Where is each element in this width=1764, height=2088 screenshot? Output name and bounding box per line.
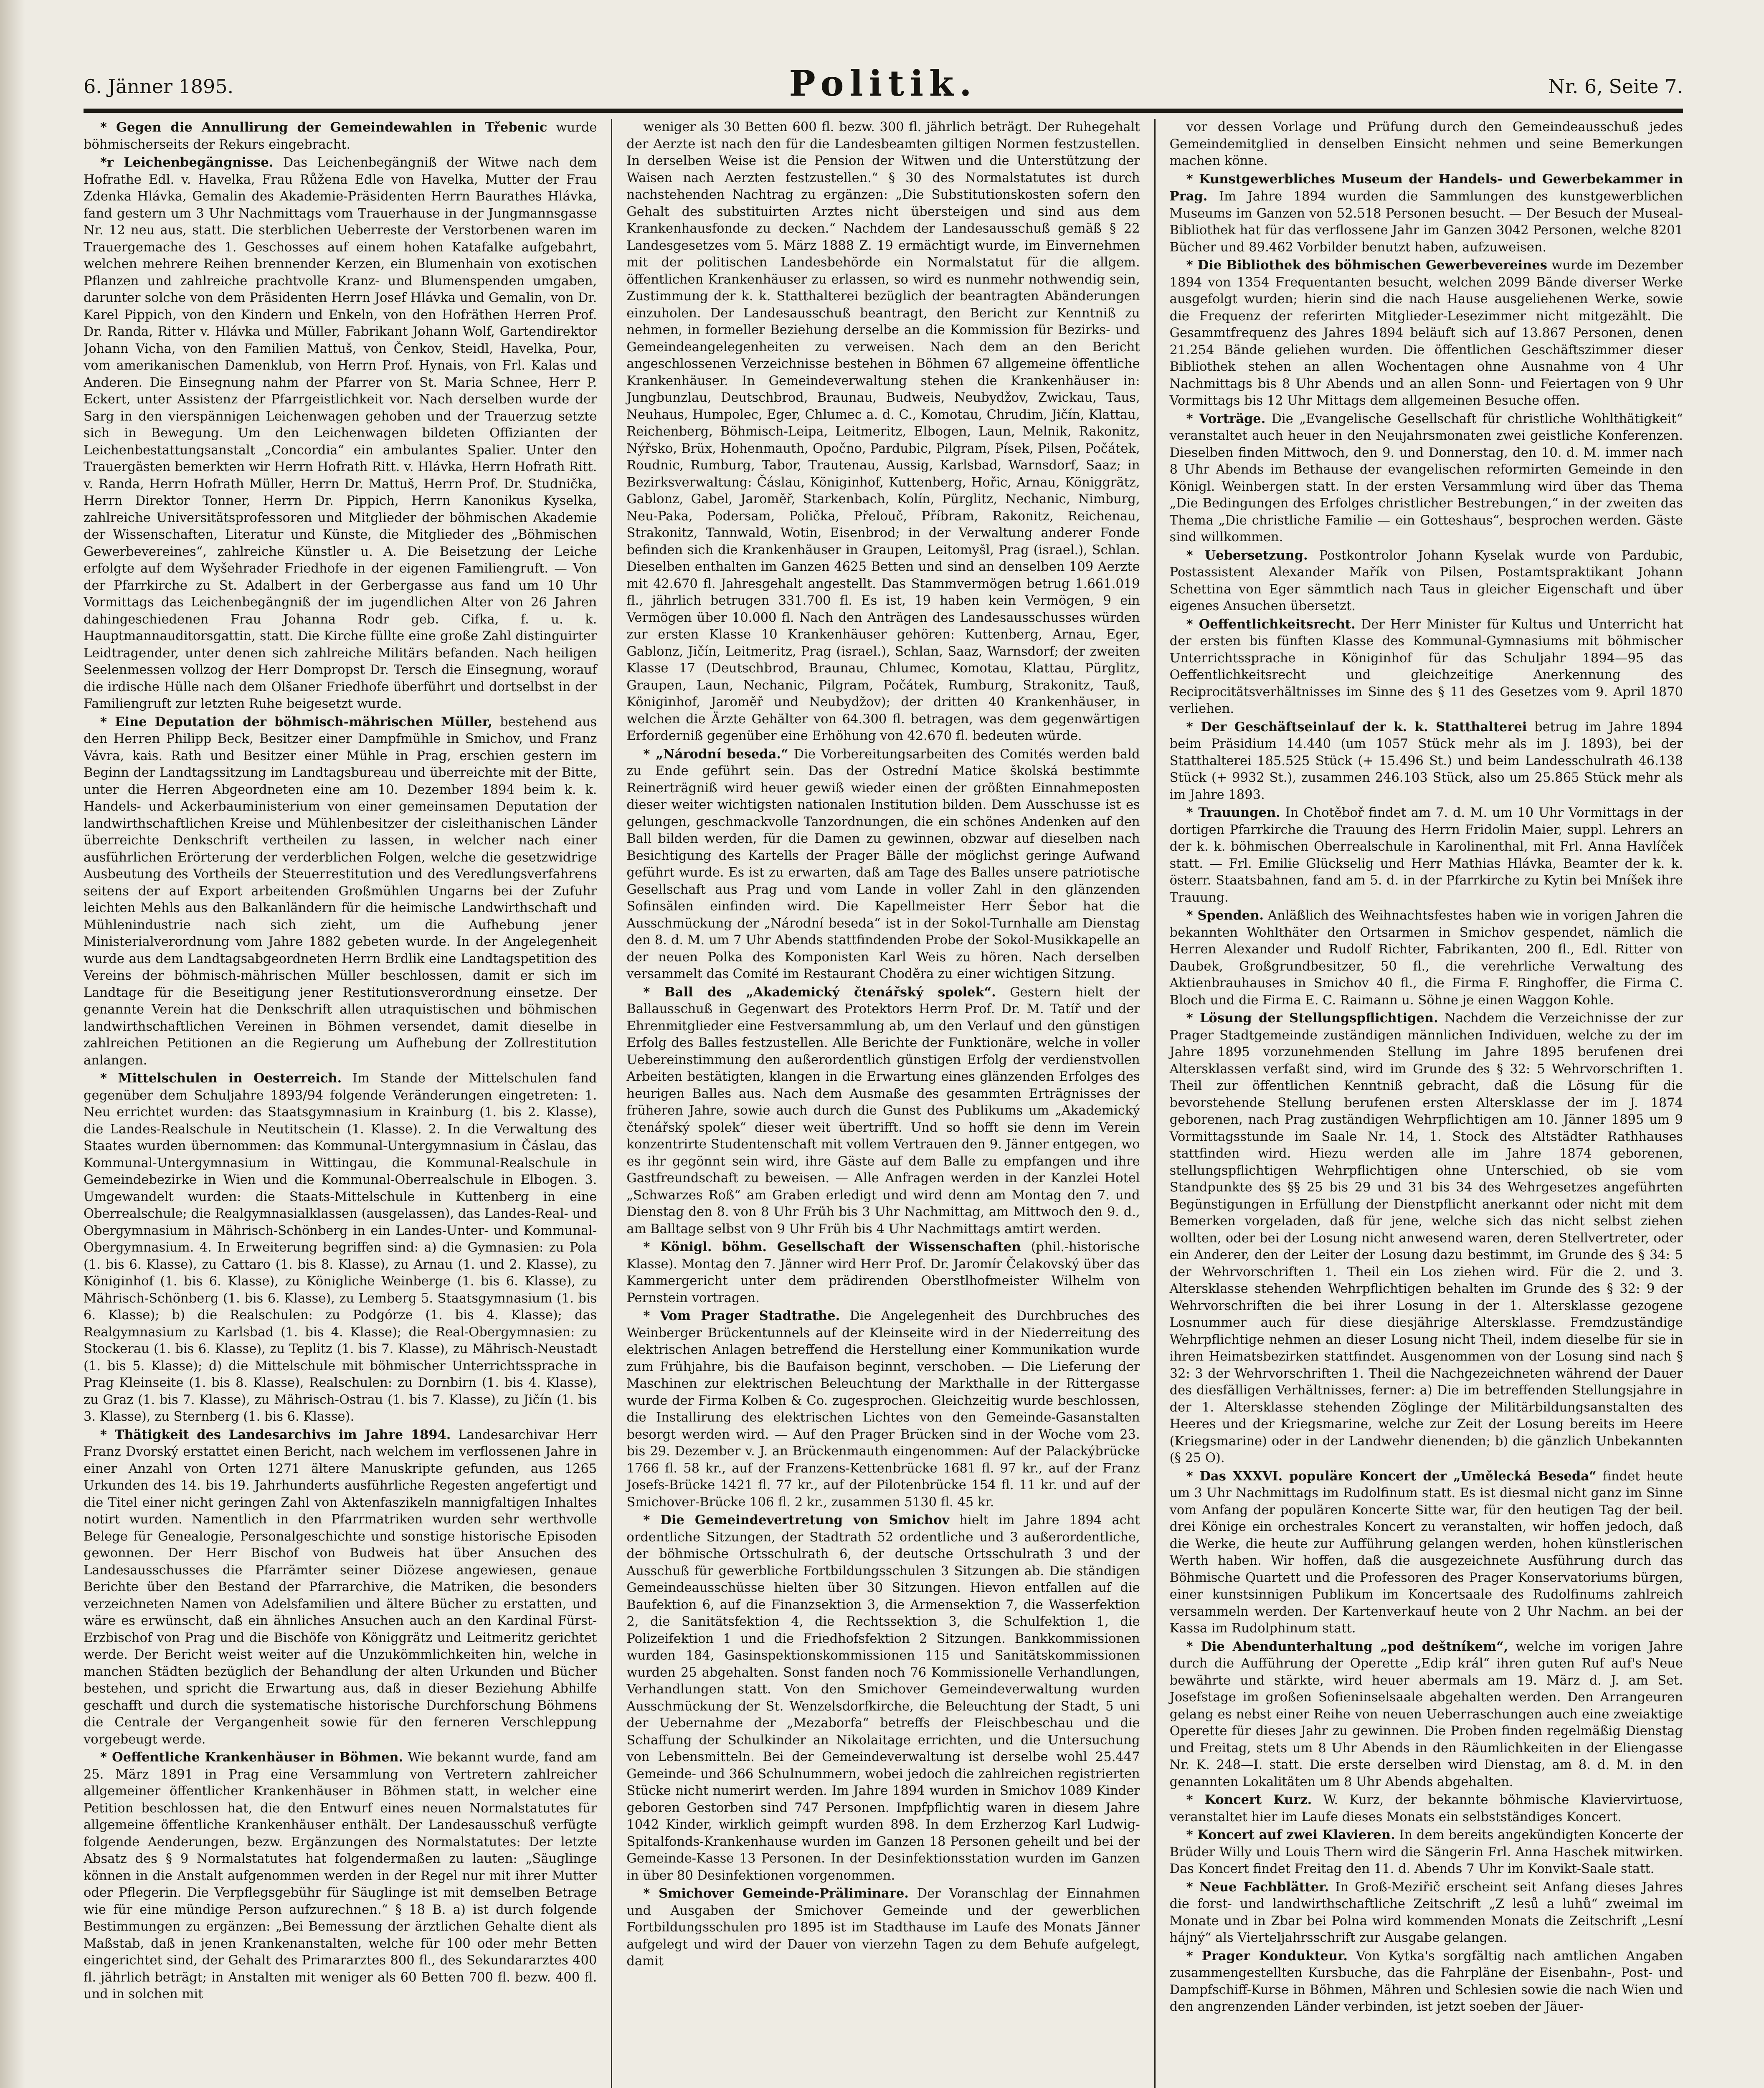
article-body: Gestern hielt der Ballausschuß in Gegenwart des Protektors Herrn Prof. Dr. M. Tatíř und der Ehrenmitglieder eine Festversammlung ab, um den Verlauf und den günstigen Erfolg des Balles festzustellen. Alle Berichte der Funktionäre, welche in voller Uebereinstimmung den außerordentlich günstigen Erfolg der verdienstvollen Arbeiten bestätigten, klangen in die Erwartung eines glänzenden Erfolges des heurigen Balles aus. Nach dem Ausmaße des gesammten Erträgnisses der früheren Jahre, sowie auch durch die Gunst des Publikums um „Akademický čtenářský spolek“ dieser weit übertrifft. Und so hofft sie denn im Verein konzentrirte Studentenschaft mit vollem Vertrauen den 9. Jänner entgegen, wo es ihr gegönnt sein wird, ihre Gäste auf dem Balle zu empfangen und ihre Gastfreundschaft zu beweisen. — Alle Anfragen werden in der Kanzlei Hotel „Schwarzes Roß“ am Graben erledigt und wird denn am Montag den 7. und Dienstag den 8. von 8 Uhr Früh bis 3 Uhr Nachmittag, am Mittwoch den 9. d., am Balltage selbst von 9 Uhr Früh bis 4 Uhr Nachmittags amtirt werden. bbox=[626, 985, 1140, 1237]
article bbox=[1170, 1792, 1683, 1826]
article-body: betrug im Jahre 1894 beim Präsidium 14.440 (um 1057 Stück mehr als im J. 1893), bei der Statthalterei 185.525 Stück (+ 15.496 St.) und beim Landesschulrath 46.138 Stück (+ 9932 St.), zusammen 246.103 Stück, also um 25.865 Stück mehr als im Jahre 1893. bbox=[1169, 720, 1683, 802]
article bbox=[1170, 411, 1683, 546]
article bbox=[84, 119, 597, 153]
article-body: Der Herr Minister für Kultus und Unterricht hat der ersten bis fünften Klasse des Kommunal-Gymnasiums mit böhmischer Unterrichtssprache in Königinhof für das Schuljahr 1894—95 das Oeffentlichkeitsrecht und gleichzeitige Anerkennung des Reciprocitätsverhältnisses im Sinne des § 11 des Gesetzes vom 9. April 1870 verliehen. bbox=[1169, 617, 1683, 716]
article bbox=[84, 1749, 597, 2003]
article-body: bestehend aus den Herren Philipp Beck, Besitzer einer Dampfmühle in Smichov, und Franz Vávra, kais. Rath und Besitzer einer Mühle in Prag, erschien gestern im Beginn der Landtagssitzung im Landtagsbureau und überreichte mit der Bitte, unter die Herren Abgeordneten eine am 10. Dezember 1894 beim k. k. Handels- und Ackerbauministerium von einer gemeinsamen Deputation der landwirthschaftlichen Kreise und Mühlenbesitzer der cisleithanischen Länder überreichte Denkschrift vertheilen zu lassen, in welcher nach einer ausführlichen Erörterung der verderblichen Folgen, welche die gesetzwidrige Ausbeutung des Vortheils der Steuerrestitution und des Veredlungsverfahrens seitens der auf Export arbeitenden Großmühlen Ungarns bei der Zufuhr leichten Mehls aus den Balkanländern für die heimische Landwirthschaft und Mühlenindustrie nach sich zieht, um die Aufhebung jener Ministerialverordnung vom Jahre 1882 gebeten wurde. In der Angelegenheit wurde aus dem Landtagsabgeordneten Herrn Brdlik eine Landtagspetition des Vereins der böhmisch-mährischen Müller beschlossen, damit er sich im Landtage für die Beseitigung jener Restitutionsverordnung einsetze. Der genannte Verein hat die Denkschrift allen utraquistischen und böhmischen landwirthschaftlichen Vereinen in Böhmen versendet, damit dieselbe in zahlreichen Petitionen an die Regierung um Aufhebung der Zollrestitution anlangen. bbox=[84, 715, 597, 1068]
page-edge-shadow bbox=[0, 0, 25, 2088]
article-heading: * Ball des „Akademický čtenářský spolek“. bbox=[643, 984, 996, 1000]
article-heading: * Der Geschäftseinlauf der k. k. Statthalterei bbox=[1186, 719, 1527, 735]
article-heading: * Smichover Gemeinde-Präliminare. bbox=[643, 1886, 909, 1901]
article bbox=[84, 714, 597, 1069]
article-body: Landesarchivar Herr Franz Dvorský erstattet einen Bericht, nach welchem im verflossenen Jahre in einer Anzahl von Orten 1271 ältere Manuskripte gefunden, aus 1265 Urkunden des 14. bis 19. Jahrhunderts ausführliche Regesten angefertigt und die Titel einer nicht geringen Zahl von Aktenfaszikeln mannigfaltigen Inhaltes notirt wurden. Namentlich in den Pfarrmatriken wurden sehr werthvolle Belege für Genealogie, Personalgeschichte und sonstige historische Episoden gewonnen. Der Herr Bischof von Budweis hat über Ansuchen des Landesausschusses die Pfarrämter seiner Diözese angewiesen, genaue Berichte über den Bestand der Pfarrarchive, die Matriken, die besonders verzeichneten Namen von Adelsfamilien und ältere Bücher zu erstatten, und wäre es erwünscht, daß ein ähnliches Ansuchen auch an den Kardinal Fürst-Erzbischof von Prag und die Bischöfe von Königgrätz und Leitmeritz gerichtet werde. Der Bericht weist weiter auf die Unzukömmlichkeiten hin, welche in manchen Städten bezüglich der Behandlung der alten Urkunden und Bücher bestehen, und spricht die Erwartung aus, daß in dieser Beziehung Abhilfe geschafft und durch die systematische historische Durchforschung Böhmens die Centrale der Vergangenheit sowie für den ferneren Verschleppung vorgebeugt werde. bbox=[84, 1427, 597, 1747]
article bbox=[1170, 171, 1683, 256]
article-heading: * Kunstgewerbliches Museum der Handels- und Gewerbekammer in Prag. bbox=[1169, 171, 1683, 204]
header-issue: Nr. 6, Seite 7. bbox=[1548, 75, 1683, 98]
article bbox=[626, 1308, 1140, 1511]
article-body: Im Stande der Mittelschulen fand gegenüber dem Schuljahre 1893/94 folgende Veränderungen eingetreten: 1. Neu errichtet wurden: das Staatsgymnasium in Krainburg (1. bis 2. Klasse), die Landes-Realschule in Neutitschein (1. Klasse). 2. In die Verwaltung des Staates wurden übernommen: das Kommunal-Untergymnasium in Čáslau, das Kommunal-Untergymnasium in Wittingau, die Kommunal-Realschule in Gemeindebezirke in Wien und die Kommunal-Oberrealschule in Elbogen. 3. Umgewandelt wurden: die Staats-Mittelschule in Kuttenberg in eine Oberrealschule; die Realgymnasialklassen (ausgelassen), das Landes-Real- und Obergymnasium in Mährisch-Schönberg in ein Landes-Unter- und Kommunal-Obergymnasium. 4. In Erweiterung begriffen sind: a) die Gymnasien: zu Pola (1. bis 6. Klasse), zu Cattaro (1. bis 8. Klasse), zu Arnau (1. und 2. Klasse), zu Königinhof (1. bis 6. Klasse), zu Königliche Weinberge (1. bis 6. Klasse), zu Mährisch-Schönberg (1. bis 6. Klasse), zu Lemberg 5. Staatsgymnasium (1. bis 6. Klasse); b) die Realschulen: zu Podgórze (1. bis 4. Klasse); das Realgymnasium zu Karlsbad (1. bis 4. Klasse); die Real-Obergymnasien: zu Stockerau (1. bis 6. Klasse), zu Teplitz (1. bis 7. Klasse), zu Mährisch-Neustadt (1. bis 5. Klasse); d) die Mittelschule mit böhmischer Unterrichtssprache in Prag Kleinseite (1. bis 8. Klasse), Realschulen: zu Dornbirn (1. bis 4. Klasse), zu Graz (1. bis 7. Klasse), zu Mährisch-Ostrau (1. bis 7. Klasse), zu Jičín (1. bis 3. Klasse), zu Sternberg (1. bis 6. Klasse). bbox=[84, 1071, 597, 1424]
article bbox=[1170, 1638, 1683, 1791]
column-3 bbox=[1154, 119, 1683, 2088]
article bbox=[1170, 119, 1683, 170]
article bbox=[626, 1885, 1140, 1970]
column-1 bbox=[84, 119, 611, 2088]
article bbox=[1170, 547, 1683, 615]
article-body: welche im vorigen Jahre durch die Aufführung der Operette „Edip král“ ihren guten Ruf auf's Neue bewährte und stärkte, wird heuer abermals am 19. März d. J. am Set. Josefstage im großen Sofieninselsaale abgehalten werden. Den Arrangeuren gelang es nebst einer Reihe von neuen Ueberraschungen auch eine zweiaktige Operette für dieses Jahr zu gewinnen. Die Proben finden regelmäßig Dienstag und Freitag, stets um 8 Uhr Abends in den Räumlichkeiten in der Eliengasse Nr. K. 248—I. statt. Die erste derselben wird Dienstag, am 8. d. M. in den genannten Lokalitäten um 8 Uhr Abends abgehalten. bbox=[1169, 1639, 1683, 1789]
article-heading: * Koncert Kurz. bbox=[1186, 1792, 1312, 1807]
article-body: Die „Evangelische Gesellschaft für christliche Wohlthätigkeit“ veranstaltet auch heuer in den Neujahrsmonaten zwei geistliche Konferenzen. Dieselben finden Mittwoch, den 9. und Donnerstag, den 10. d. M. immer nach 8 Uhr Abends im Bethause der evangelischen reformirten Gemeinde in den Königl. Weinbergen statt. In der ersten Versammlung wird über das Thema „Die Bedingungen des Erfolges christlicher Bestrebungen,“ in der zweiten das Thema „Die christliche Familie — ein Gotteshaus“, besprochen werden. Gäste sind willkommen. bbox=[1169, 411, 1683, 545]
article-body: In Groß-Meziřič erscheint seit Anfang dieses Jahres die forst- und landwirthschaftliche Zeitschrift „Z lesů a luhů“ zweimal im Monate und in Zbar bei Polna wird kommenden Monats die Zeitschrift „Lesní hájný“ als Vierteljahrsschrift zur Ausgabe gelangen. bbox=[1169, 1880, 1683, 1945]
article-body: (phil.-historische Klasse). Montag den 7. Jänner wird Herr Prof. Dr. Jaromír Čelakovský über das Kammergericht unter dem prädirenden Oberstlhofmeister Wilhelm von Pernstein vortragen. bbox=[626, 1240, 1140, 1305]
article-body: Das Leichenbegängniß der Witwe nach dem Hofrathe Edl. v. Havelka, Frau Růžena Edle von Havelka, Mutter der Frau Zdenka Hlávka, Gemalin des Akademie-Präsidenten Herrn Baurathes Hlávka, fand gestern um 3 Uhr Nachmittags vom Trauerhause in der Jungmannsgasse Nr. 12 neu aus, statt. Die sterblichen Ueberreste der Verstorbenen waren im Trauergemache des 1. Geschosses auf einem hohen Katafalke aufgebahrt, welchen mehrere Reihen brennender Kerzen, ein Blumenhain von exotischen Pflanzen und zahlreiche prachtvolle Kranz- und Blumenspenden umgaben, darunter solche von dem Präsidenten Herrn Josef Hlávka und Gemalin, von Dr. Karel Pippich, von den Kindern und Enkeln, von den Hofräthen Herren Prof. Dr. Randa, Ritter v. Hlávka und Müller, Fabrikant Johann Wolf, Gartendirektor Johann Vicha, von den Familien Mattuš, von Čenkov, Steidl, Havelka, Pour, vom amerikanischen Damenklub, von Herrn Prof. Hynais, von Frl. Kalas und Anderen. Die Einsegnung nahm der Pfarrer von St. Maria Schnee, Herr P. Eckert, unter Assistenz der Pfarrgeistlichkeit vor. Nach derselben wurde der Sarg in den vierspännigen Leichenwagen gehoben und der Trauerzug setzte sich in Bewegung. Um den Leichenwagen bildeten Offizianten der Leichenbestattungsanstalt „Concordia“ ein ambulantes Spalier. Unter den Trauergästen bemerkten wir Herrn Hofrath Ritt. v. Hlávka, Herrn Hofrath Ritt. v. Randa, Herrn Hofrath Müller, Herrn Dr. Mattuš, Herrn Prof. Dr. Studnička, Herrn Direktor Tonner, Herrn Dr. Pippich, Herrn Kanonikus Kyselka, zahlreiche Universitätsprofessoren und Mitglieder der böhmischen Akademie der Wissenschaften, Literatur und Künste, die Mitglieder des „Böhmischen Gewerbevereines“, zahlreiche Künstler u. A. Die Beisetzung der Leiche erfolgte auf dem Wyšehrader Friedhofe in der eigenen Familiengruft. — Von der Pfarrkirche zu St. Adalbert in der Gerbergasse aus fand um 10 Uhr Vormittags das Leichenbegängniß der im jugendlichen Alter von 26 Jahren dahingeschiedenen Frau Johanna Rodr geb. Cifka, f. u. k. Hauptmannauditorsgattin, statt. Die Kirche füllte eine große Zahl distinguirter Leidtragender, unter denen sich zahlreiche Militärs befanden. Nach heiligen Seelenmessen vollzog der Herr Dompropst Dr. Tersch die Einsegnung, worauf die irdische Hülle nach dem Olšaner Friedhofe überführt und dortselbst in der Familiengruft zur letzten Ruhe beigesetzt wurde. bbox=[84, 155, 597, 711]
article-body: Von Kytka's sorgfältig nach amtlichen Angaben zusammengestellten Kursbuche, das die Fahrpläne der Eisenbahn-, Post- und Dampfschiff-Kurse in Böhmen, Mähren und Schlesien sowie die nach Wien und den angrenzenden Länder verbinden, ist jetzt soeben der Jäuer- bbox=[1169, 1949, 1683, 2014]
article-body: weniger als 30 Betten 600 fl. bezw. 300 fl. jährlich beträgt. Der Ruhegehalt der Aerzte ist nach den für die Landesbeamten giltigen Normen festzustellen. In derselben Weise ist die Pension der Witwen und die Unterstützung der Waisen nach Aerzten festzustellen.“ § 30 des Normalstatutes ist durch nachstehenden Nachtrag zu ergänzen: „Die Substitutionskosten sofern den Gehalt des substituirten Arztes nicht übersteigen und sind aus dem Krankenhausfonde zu decken.“ Nachdem der Landesausschuß gemäß § 22 Landesgesetzes vom 5. März 1888 Z. 19 ermächtigt wurde, im Einvernehmen mit der politischen Landesbehörde ein Normalstatut für die allgem. öffentlichen Krankenhäuser zu erlassen, so wird es nunmehr nothwendig sein, Zustimmung der k. k. Statthalterei bezüglich der beantragten Abänderungen einzuholen. Der Landesausschuß beantragt, den Bericht zur Kenntniß zu nehmen, in formeller Beziehung derselbe an die Kommission für Bezirks- und Gemeindeangelegenheiten zu verweisen. Nach dem an den Bericht angeschlossenen Verzeichnisse bestehen in Böhmen 67 allgemeine öffentliche Krankenhäuser. In Gemeindeverwaltung stehen die Krankenhäuser in: Jungbunzlau, Deutschbrod, Braunau, Budweis, Neubydžov, Zwickau, Taus, Neuhaus, Humpolec, Eger, Chlumec a. d. C., Komotau, Chrudim, Jičín, Klattau, Reichenberg, Böhmisch-Leipa, Leitmeritz, Elbogen, Laun, Melnik, Rakonitz, Nýřsko, Brüx, Hohenmauth, Opočno, Pardubic, Pilgram, Písek, Pilsen, Počátek, Roudnic, Rumburg, Tabor, Trautenau, Aussig, Karlsbad, Warnsdorf, Saaz; in Bezirksverwaltung: Čáslau, Königinhof, Kuttenberg, Hořic, Arnau, Königgrätz, Gablonz, Gabel, Jaroměř, Starkenbach, Kolín, Pürglitz, Nechanic, Nimburg, Neu-Paka, Podersam, Polička, Přelouč, Příbram, Rakonitz, Reichenau, Strakonitz, Tannwald, Wotin, Eisenbrod; in der Verwaltung anderer Fonde befinden sich die Krankenhäuser in Graupen, Leitomyšl, Prag (israel.), Schlan. Dieselben enthalten im Ganzen 4625 Betten und sind an denselben 109 Aerzte mit 42.670 fl. Jahresgehalt angestellt. Das Stammvermögen betrug 1.661.019 fl., jährlich betrugen 331.700 fl. Es ist, 19 haben kein Vermögen, 9 ein Vermögen über 10.000 fl. Nach den Anträgen des Landesausschusses würden zur ersten Klasse 10 Krankenhäuser gehören: Kuttenberg, Arnau, Eger, Gablonz, Jičín, Leitmeritz, Prag (israel.), Schlan, Saaz, Warnsdorf; der zweiten Klasse 17 (Deutschbrod, Braunau, Chlumec, Komotau, Klattau, Pürglitz, Graupen, Laun, Nechanic, Pilgram, Počátek, Rumburg, Strakonitz, Tauß, Königinhof, Jaroměř und Neubydžov); der dritten 40 Krankenhäuser, in welchen die Ärzte Gehälter von 64.300 fl. betragen, was dem gegenwärtigen Erforderniß gegenüber eine Erhöhung von 42.670 fl. bedeuten würde. bbox=[626, 120, 1140, 743]
article-heading: * Oeffentlichkeitsrecht. bbox=[1186, 616, 1356, 632]
article bbox=[626, 119, 1140, 745]
article bbox=[84, 154, 597, 713]
article-heading: * Thätigkeit des Landesarchivs im Jahre 1894. bbox=[100, 1427, 451, 1442]
article-heading: * Prager Kondukteur. bbox=[1186, 1948, 1348, 1964]
article-heading: * Spenden. bbox=[1186, 908, 1264, 923]
header-date: 6. Jänner 1895. bbox=[84, 75, 234, 98]
article-heading: * Das XXXVI. populäre Koncert der „Umělecká Beseda“ bbox=[1186, 1468, 1597, 1484]
article-body: Postkontrolor Johann Kyselak wurde von Pardubic, Postassistent Alexander Mařík von Pilsen, Postamtspraktikant Johann Schettina von Eger sämmtlich nach Taus in gleicher Eigenschaft und über eigenes Ansuchen übersetzt. bbox=[1169, 548, 1683, 613]
article bbox=[626, 746, 1140, 983]
article-body: In Chotěboř findet am 7. d. M. um 10 Uhr Vormittags in der dortigen Pfarrkirche die Trauung des Herrn Fridolin Maier, suppl. Lehrers an der k. k. böhmischen Oberrealschule in Karolinenthal, mit Frl. Anna Havlíček statt. — Frl. Emilie Glückselig und Herr Mathias Hlávka, Beamter der k. k. österr. Staatsbahnen, fand am 5. d. in der Pfarrkirche zu Kytin bei Mníšek ihre Trauung. bbox=[1169, 806, 1683, 905]
article-heading: * Vom Prager Stadtrathe. bbox=[643, 1308, 840, 1323]
article bbox=[1170, 1827, 1683, 1878]
article bbox=[626, 1512, 1140, 1884]
article-heading: * Lösung der Stellungspflichtigen. bbox=[1186, 1011, 1438, 1026]
article-heading: * Neue Fachblätter. bbox=[1186, 1879, 1329, 1895]
article-heading: * Gegen die Annullirung der Gemeindewahlen in Třebenic bbox=[100, 120, 547, 135]
article-body: W. Kurz, der bekannte böhmische Klaviervirtuose, veranstaltet hier im Laufe dieses Monats ein selbstständiges Koncert. bbox=[1169, 1793, 1683, 1824]
article bbox=[84, 1070, 597, 1426]
article bbox=[1170, 719, 1683, 804]
article bbox=[626, 984, 1140, 1238]
article bbox=[1170, 804, 1683, 906]
article-heading: * Die Abendunterhaltung „pod deštníkem“, bbox=[1186, 1639, 1508, 1654]
article-heading: * „Národní beseda.“ bbox=[643, 746, 788, 762]
article-body: wurde im Dezember 1894 von 1354 Frequentanten besucht, welchen 2099 Bände diverser Werke ausgefolgt wurden; hierin sind die nach Hause ausgeliehenen Werke, sowie die Frequenz der referirten Mitglieder-Lesezimmer nicht mitgezählt. Die Gesammtfrequenz des Jahres 1894 beläuft sich auf 13.867 Personen, denen 21.254 Bände geliehen wurden. Die öffentlichen Geschäftszimmer dieser Bibliothek stehen an allen Wochentagen ohne Ausnahme von 4 Uhr Nachmittags bis 8 Uhr Abends und an allen Sonn- und Feiertagen von 9 Uhr Vormittags bis 12 Uhr Mittags dem allgemeinen Besuche offen. bbox=[1169, 258, 1683, 408]
article bbox=[1170, 1948, 1683, 2016]
article-body: Die Vorbereitungsarbeiten des Comités werden bald zu Ende geführt sein. Das der Ostrední Matice školská bestimmte Reinerträgniß wird heuer gewiß wieder einen der größten Einnahmeposten dieser weiter wichtigsten nationalen Institution bilden. Dem Ausschusse ist es gelungen, geschmackvolle Tanzordnungen, die ein schönes Andenken auf den Ball bilden werden, für die Damen zu gewinnen, obzwar auf dieselben nach Besichtigung des Kartells der Prager Bälle der möglichst geringe Aufwand geführt wurde. Es ist zu erwarten, daß am Tage des Balles unsere patriotische Gesellschaft aus Prag und vom Lande in voller Zahl in den glänzenden Sofinsälen einfinden wird. Die Kapellmeister Herr Šebor hat die Ausschmückung der „Národní beseda“ ist in der Sokol-Turnhalle am Dienstag den 8. d. M. um 7 Uhr Abends stattfindenden Probe der Sokol-Musikkapelle an der neuen Polka des Komponisten Karl Weis zu hören. Nach derselben versammelt das Comité im Restaurant Choděra zu einer wichtigen Sitzung. bbox=[626, 747, 1140, 981]
article bbox=[1170, 616, 1683, 718]
article-body: Im Jahre 1894 wurden die Sammlungen des kunstgewerblichen Museums im Ganzen von 52.518 Personen besucht. — Der Besuch der Museal-Bibliothek hat für das verflossene Jahr im Ganzen 3042 Personen, welche 8201 Bücher und 89.462 Vorbilder benutzt haben, aufzuweisen. bbox=[1169, 189, 1683, 255]
article-body: Die Angelegenheit des Durchbruches des Weinberger Brückentunnels auf der Kleinseite wird in der Niederreitung des elektrischen Anlagen betreffend die Herstellung einer Kommunikation wurde zum Frühjahre, bis die Baufaison beginnt, verschoben. — Die Lieferung der Maschinen zur elektrischen Beleuchtung der Markthalle in der Rittergasse wurde der Firma Kolben & Co. zugesprochen. Gleichzeitig wurde beschlossen, die Installirung des elektrischen Lichtes von den Gemeinde-Gasanstalten besorgt werden wird. — Auf den Prager Brücken sind in der Woche vom 23. bis 29. Dezember v. J. an Brückenmauth eingenommen: Auf der Palackýbrücke 1766 fl. 58 kr., auf der Franzens-Kettenbrücke 1681 fl. 97 kr., auf der Franz Josefs-Brücke 1421 fl. 77 kr., auf der Pilotenbrücke 154 fl. 11 kr. und auf der Smichover-Brücke 106 fl. 2 kr., zusammen 5130 fl. 45 kr. bbox=[626, 1309, 1140, 1510]
article bbox=[1170, 1879, 1683, 1947]
article-heading: * Trauungen. bbox=[1186, 805, 1280, 820]
article-body: findet heute um 3 Uhr Nachmittags im Rudolfinum statt. Es ist diesmal nicht ganz im Sinne vom Anfang der populären Koncerte Sitte war, für den heutigen Tag der beil. drei Könige ein orchestrales Koncert zu veranstalten, wir hoffen jedoch, daß die Werke, die heute zur Aufführung gelangen werden, hohen künstlerischen Werth haben. Wir hoffen, daß die ausgezeichnete Ausführung durch das Böhmische Quartett und die Professoren des Prager Konservatoriums bürgen, einer kunstsinnigen Publikum im Koncertsaale des Rudolfinums zahlreich versammeln werden. Der Kartenverkauf heute von 2 Uhr Nachm. an bei der Kassa im Rudolphinum statt. bbox=[1169, 1469, 1683, 1636]
article-body: vor dessen Vorlage und Prüfung durch den Gemeindeausschuß jedes Gemeindemitglied in denselben Einsicht nehmen und seine Bemerkungen machen könne. bbox=[1169, 120, 1683, 168]
article-body: Anläßlich des Weihnachtsfestes haben wie in vorigen Jahren die bekannten Wohlthäter den Ortsarmen in Smichov gespendet, nämlich die Herren Alexander und Rudolf Richter, Fabrikanten, 200 fl., Edl. Ritter von Daubek, Großgrundbesitzer, 50 fl., die verehrliche Verwaltung des Aktienbrauhauses in Smichov 40 fl., die Firma F. Ringhoffer, die Firma C. Bloch und die Firma E. C. Raimann u. Söhne je einen Waggon Kohle. bbox=[1169, 908, 1683, 1008]
article-heading: * Eine Deputation der böhmisch-mährischen Müller, bbox=[100, 714, 492, 730]
article bbox=[1170, 907, 1683, 1009]
article-heading: * Mittelschulen in Oesterreich. bbox=[100, 1071, 342, 1086]
article-heading: * Die Bibliothek des böhmischen Gewerbevereines bbox=[1186, 258, 1547, 273]
article-body: hielt im Jahre 1894 acht ordentliche Sitzungen, der Stadtrath 52 ordentliche und 3 außerordentliche, der böhmische Ortsschulrath 6, der deutsche Ortsschulrath 3 und der Ausschuß für gewerbliche Fortbildungsschulen 3 Sitzungen ab. Die ständigen Gemeindeausschüsse hielten über 30 Sitzungen. Hievon entfallen auf die Baufektion 6, auf die Finanzsektion 3, die Armensektion 7, die Wasserfektion 2, die Sanitätsfektion 4, die Rechtssektion 3, die Schulfektion 1, die Polizeifektion 1 und die Friedhofsfektion 2 Sitzungen. Bankkommissionen wurden 184, Gasinspektionskommissionen 115 und Sanitätskommissionen wurden 25 abgehalten. Sonst fanden noch 76 Kommissionelle Verhandlungen, Verhandlungen statt. Von den Smichover Gemeindeverwaltung wurden Ausschmückung der St. Wenzelsdorfkirche, die Beleuchtung der Stadt, 5 uni der Uebernahme der „Mezaborfa“ betreffs der Fleischbeschau und die Schaffung der Schulkinder an Nikolaitage errichten, und die Untersuchung von Lebensmitteln. Bei der Gemeindeverwaltung ist derselbe wohl 25.447 Gemeinde- und 366 Schulnummern, wobei jedoch die zahlreichen registrierten Stücke nicht numerirt werden. Im Jahre 1894 wurden in Smichov 1089 Kinder geboren Gestorben sind 747 Personen. Impfpflichtig waren in diesem Jahre 1042 Kinder, wirklich geimpft wurden 898. In dem Erzherzog Karl Ludwig-Spitalfonds-Krankenhause wurden im Ganzen 18 Personen geheilt und bei der Gemeinde-Kasse 13 Personen. In der Desinfektionsstation wurden im Ganzen in über 80 Desinfektionen vorgenommen. bbox=[626, 1513, 1140, 1883]
article-heading: * Königl. böhm. Gesellschaft der Wissenschaften bbox=[643, 1239, 1021, 1254]
article-heading: * Oeffentliche Krankenhäuser in Böhmen. bbox=[100, 1750, 403, 1765]
article-heading: * Vorträge. bbox=[1186, 411, 1266, 426]
page-header bbox=[84, 50, 1683, 113]
article-body: Der Voranschlag der Einnahmen und Ausgaben der Smichover Gemeinde und der gewerblichen Fortbildungsschulen pro 1895 ist im Stadthause im Laufe des Monats Jänner aufgelegt und wird der Dauer von vierzehn Tagen zu dem Behufe aufgelegt, damit bbox=[626, 1886, 1140, 1969]
section-title: Politik. bbox=[789, 63, 978, 104]
article-body: wurde böhmischerseits der Rekurs eingebracht. bbox=[84, 120, 597, 152]
article-body: In dem bereits angekündigten Koncerte der Brüder Willy und Louis Thern wird die Sängerin Frl. Anna Haschek mitwirken. Das Koncert findet Freitag den 11. d. Abends 7 Uhr im Konvikt-Saale statt. bbox=[1169, 1828, 1683, 1876]
column-2 bbox=[611, 119, 1154, 2088]
article bbox=[1170, 1468, 1683, 1637]
article-heading: * Die Gemeindevertretung von Smichov bbox=[643, 1513, 950, 1528]
article-heading: *r Leichenbegängnisse. bbox=[100, 155, 274, 170]
article bbox=[626, 1239, 1140, 1307]
article bbox=[1170, 257, 1683, 410]
article-heading: * Koncert auf zwei Klavieren. bbox=[1186, 1827, 1395, 1842]
article-heading: * Uebersetzung. bbox=[1186, 547, 1308, 563]
text-columns bbox=[84, 119, 1683, 2088]
article-body: Wie bekannt wurde, fand am 25. März 1891 in Prag eine Versammlung von Vertretern zahlreicher allgemeiner öffentlicher Krankenhäuser in Böhmen statt, in welcher eine Petition beschlossen hat, die den Entwurf eines neuen Normalstatutes für allgemeine öffentliche Krankenhäuser enthält. Der Landesausschuß verfügte folgende Aenderungen, bezw. Ergänzungen des Normalstatutes: Der letzte Absatz des § 9 Normalstatutes hat folgendermaßen zu lauten: „Säuglinge können in die Anstalt aufgenommen werden in der Regel nur mit ihrer Mutter oder Pflegerin. Die Verpflegsgebühr für Säuglinge ist mit demselben Betrage wie für eine mündige Person aufzurechnen.“ § 18 B. a) ist durch folgende Bestimmungen zu ergänzen: „Bei Bemessung der ärztlichen Gehalte dient als Maßstab, daß in jenen Krankenanstalten, welche für 100 oder mehr Betten eingerichtet sind, der Gehalt des Primararztes 800 fl., des Sekundararztes 400 fl. jährlich beträgt; in Anstalten mit weniger als 60 Betten 700 fl. bezw. 400 fl. und in solchen mit bbox=[84, 1750, 597, 2002]
article bbox=[1170, 1010, 1683, 1467]
article bbox=[84, 1427, 597, 1748]
article-body: Nachdem die Verzeichnisse der zur Prager Stadtgemeinde zuständigen männlichen Individuen, welche zu der im Jahre 1895 vorzunehmenden Stellung im Jahre 1895 berufenen drei Altersklassen verfaßt sind, wird im Grunde des § 32: 5 Wehrvorschriften 1. Theil zur öffentlichen Kenntniß gebracht, daß die Lösung für die bevorstehende Stellung berufenen ersten Altersklasse der im J. 1874 geborenen, nach Prag zuständigen Wehrpflichtigen am 10. Jänner 1895 um 9 Vormittagsstunde im Saale Nr. 14, 1. Stock des Altstädter Rathhauses stattfinden wird. Hiezu werden alle im Jahre 1874 geborenen, stellungspflichtigen Wehrpflichtigen ohne Unterschied, ob sie vom Standpunkte des §§ 25 bis 29 und 31 bis 34 des Wehrgesetzes angeführten Begünstigungen in Erfüllung der Dienstpflicht anerkannt oder nicht mit dem Bemerken vorgeladen, daß für jene, welche sich das nicht selbst ziehen wollten, oder bei der Losung nicht anwesend waren, deren Stellvertreter, oder ein Anderer, den der Leiter der Losung dazu bestimmt, im Grunde des § 34: 5 der Wehrvorschriften 1. Theil ein Los ziehen wird. Für die 2. und 3. Altersklasse stehenden Wehrpflichtigen behalten im Grunde des § 32: 9 der Wehrvorschriften die bei ihrer Losung in der 1. Altersklasse gezogene Losnummer auch für diese diesjährige Altersklasse. Fremdzuständige Wehrpflichtige nehmen an dieser Losung nicht Theil, indem dieselbe für sie in ihren Heimatsbezirken stattfindet. Ausgenommen von der Losung sind nach § 32: 3 der Wehrvorschriften 1. Theil die Nachgezeichneten während der Dauer des diesfälligen Verhältnisses, ferner: a) Die im betreffenden Stellungsjahre in der 1. Altersklasse stehenden Zöglinge der Militärbildungsanstalten des Heeres und der Kriegsmarine, welche zur Zeit der Losung bereits im Heere (Kriegsmarine) oder in der Landwehr dienenden; b) die gänzlich Unbekannten (§ 25 O). bbox=[1169, 1011, 1683, 1465]
